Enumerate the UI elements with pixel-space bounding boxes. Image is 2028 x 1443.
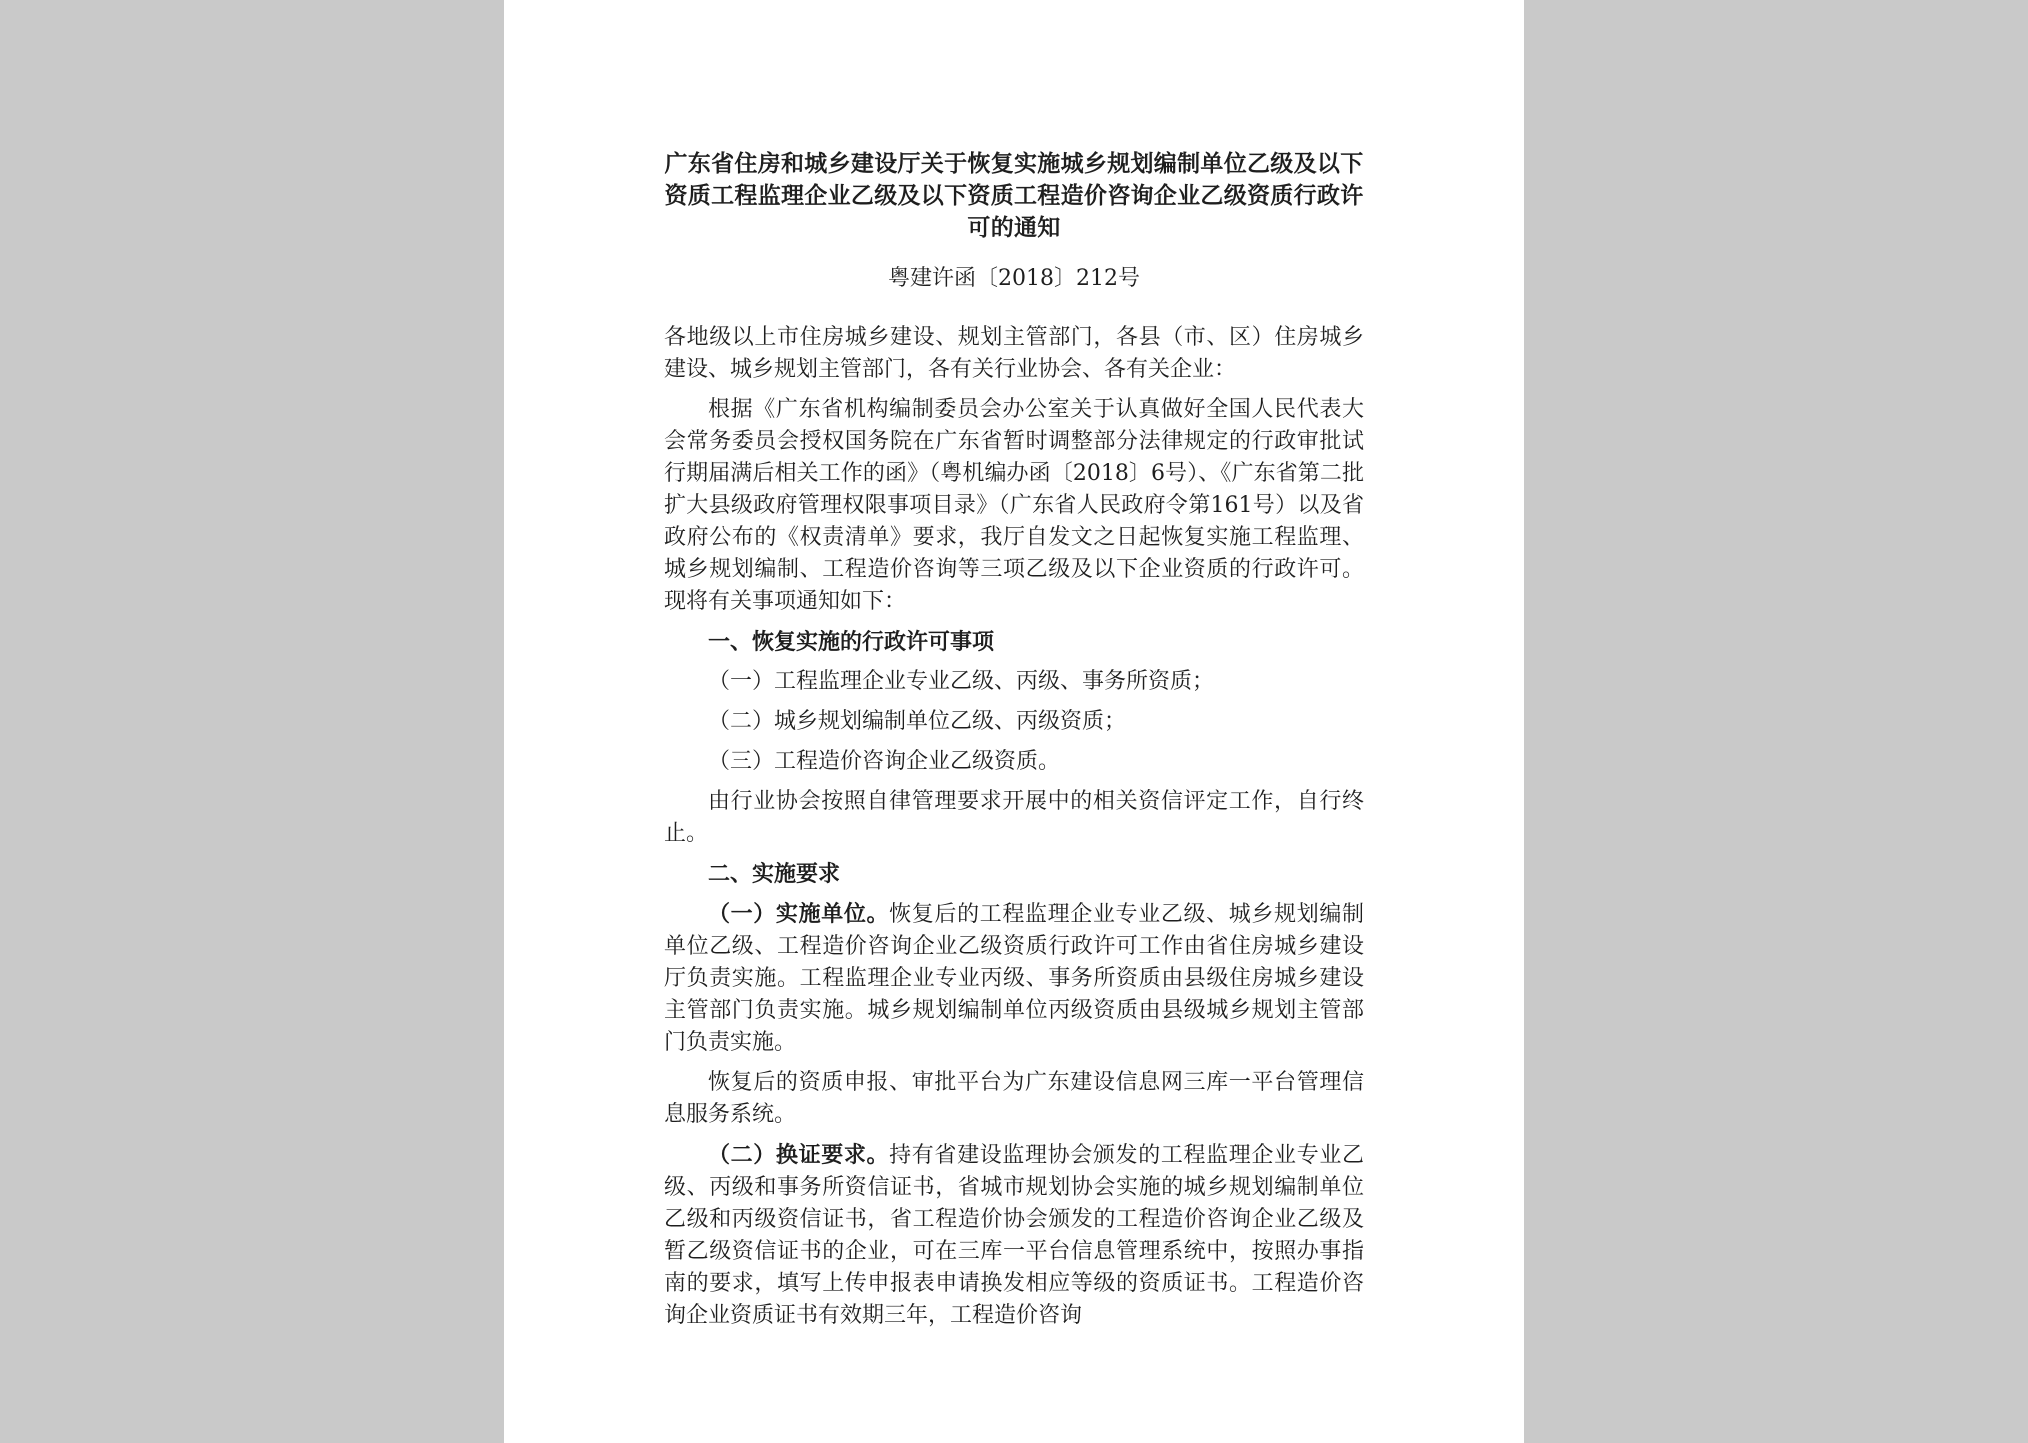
paragraph-text: 持有省建设监理协会颁发的工程监理企业专业乙级、丙级和事务所资信证书，省城市规划协会实施的城乡规划编制单位乙级和丙级资信证书，省工程造价协会颁发的工程造价咨询企业乙级及暂乙级资信证书的企业，可在三库一平台信息管理系统中，按照办事指南的要求，填写上传申报表申请换发相应等级的资质证书。工程造价咨询企业资质证书有效期三年，工程造价咨询 (664, 1143, 1364, 1328)
certificate-paragraph (664, 1139, 1364, 1332)
document-title: 广东省住房和城乡建设厅关于恢复实施城乡规划编制单位乙级及以下资质工程监理企业乙级及以下资质工程造价咨询企业乙级资质行政许可的通知 (664, 150, 1364, 241)
paragraph-text: 恢复后的工程监理企业专业乙级、城乡规划编制单位乙级、工程造价咨询企业乙级资质行政许可工作由省住房城乡建设厅负责实施。工程监理企业专业丙级、事务所资质由县级住房城乡建设主管部门负责实施。城乡规划编制单位丙级资质由县级城乡规划主管部门负责实施。 (664, 902, 1364, 1055)
document-page (504, 0, 1524, 1443)
section1-closing-paragraph: 由行业协会按照自律管理要求开展中的相关资信评定工作，自行终止。 (664, 789, 1364, 846)
list-item: （二）城乡规划编制单位乙级、丙级资质； (708, 709, 1127, 734)
section-heading-2: 二、实施要求 (708, 861, 841, 887)
addressee-paragraph: 各地级以上市住房城乡建设、规划主管部门，各县（市、区）住房城乡建设、城乡规划主管部门，各有关行业协会、各有关企业： (664, 325, 1364, 382)
implementing-unit-paragraph (664, 898, 1364, 1059)
platform-paragraph: 恢复后的资质申报、审批平台为广东建设信息网三库一平台管理信息服务系统。 (664, 1070, 1364, 1127)
list-item: （一）工程监理企业专业乙级、丙级、事务所资质； (708, 669, 1215, 694)
intro-paragraph: 根据《广东省机构编制委员会办公室关于认真做好全国人民代表大会常务委员会授权国务院在广东省暂时调整部分法律规定的行政审批试行期届满后相关工作的函》（粤机编办函〔2018〕6号）、《广东省第二批扩大县级政府管理权限事项目录》（广东省人民政府令第161号）以及省政府公布的《权责清单》要求，我厅自发文之日起恢复实施工程监理、城乡规划编制、工程造价咨询等三项乙级及以下企业资质的行政许可。现将有关事项通知如下： (664, 397, 1364, 614)
paragraph-lead: （二）换证要求。 (708, 1142, 890, 1168)
list-item: （三）工程造价咨询企业乙级资质。 (708, 749, 1061, 774)
document-number: 粤建许函〔2018〕212号 (888, 266, 1140, 291)
paragraph-lead: （一）实施单位。 (708, 901, 890, 927)
section-heading-1: 一、恢复实施的行政许可事项 (708, 629, 995, 655)
document-body (664, 148, 1364, 1332)
